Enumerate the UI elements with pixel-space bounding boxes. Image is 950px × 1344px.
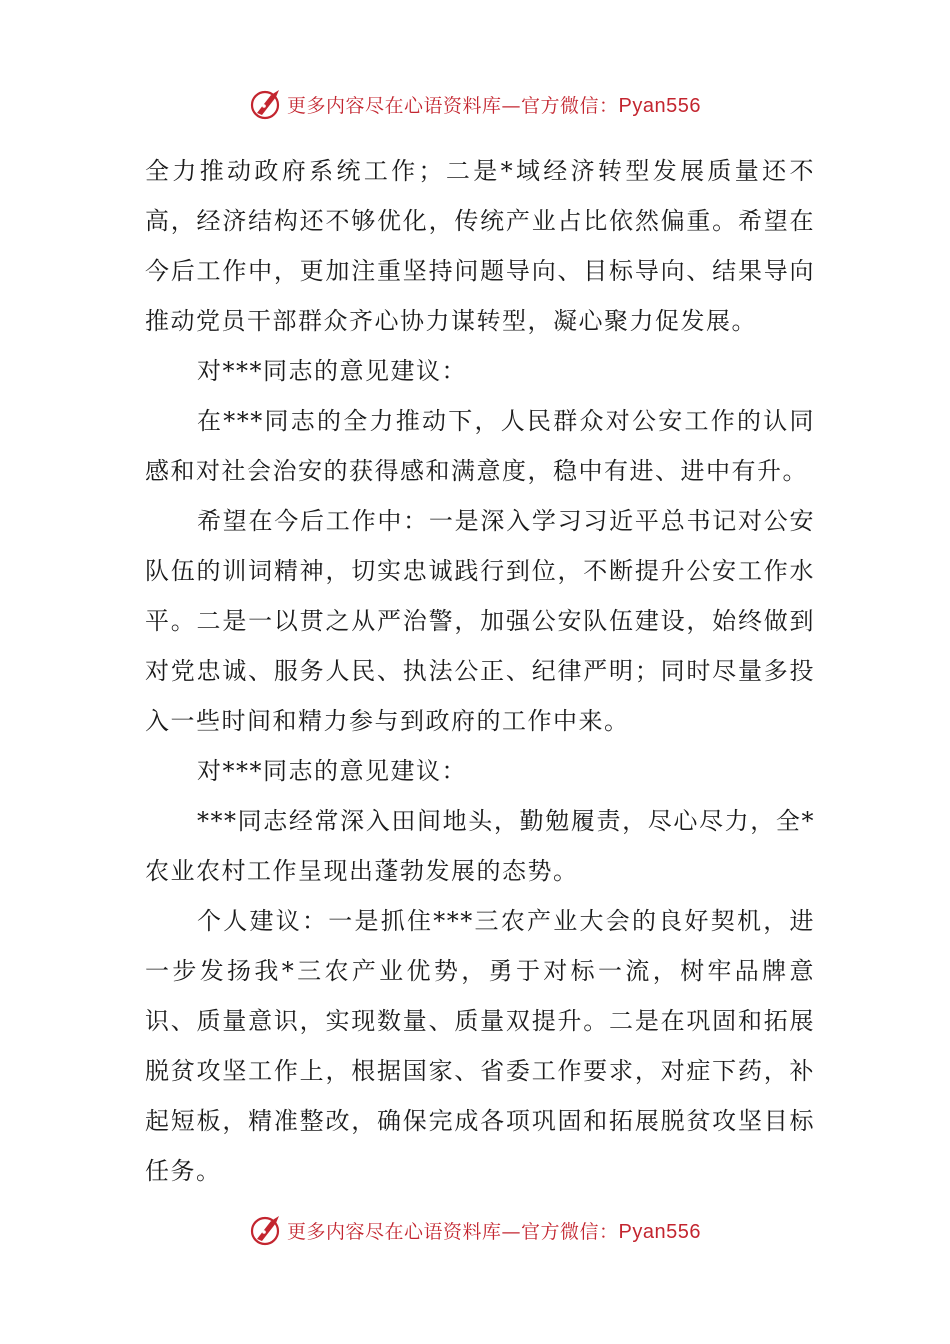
pen-nib-circle-logo-icon	[249, 1213, 283, 1247]
header-banner-text: 更多内容尽在心语资料库—官方微信：	[287, 94, 619, 117]
paragraph-1: 全力推动政府系统工作；二是*域经济转型发展质量还不高，经济结构还不够优化，传统产业占比依然偏重。希望在今后工作中，更加注重坚持问题导向、目标导向、结果导向推动党员干部群众齐心协力谋转型，凝心聚力促发展。	[145, 157, 815, 335]
paragraph-6: ***同志经常深入田间地头，勤勉履责，尽心尽力，全*农业农村工作呈现出蓬勃发展的态势。	[145, 807, 815, 885]
footer-banner-account: Pyan556	[618, 1220, 701, 1243]
header-banner	[0, 84, 950, 124]
footer-banner-text: 更多内容尽在心语资料库—官方微信：	[287, 1220, 619, 1243]
header-banner-account: Pyan556	[618, 94, 701, 117]
paragraph-5-heading: 对***同志的意见建议：	[197, 757, 467, 785]
paragraph-7: 个人建议：一是抓住***三农产业大会的良好契机，进一步发扬我*三农产业优势，勇于对标一流，树牢品牌意识、质量意识，实现数量、质量双提升。二是在巩固和拓展脱贫攻坚工作上，根据国家、省委工作要求，对症下药，补起短板，精准整改，确保完成各项巩固和拓展脱贫攻坚目标任务。	[145, 907, 815, 1185]
pen-nib-circle-logo-icon	[249, 87, 283, 121]
paragraph-4: 希望在今后工作中：一是深入学习习近平总书记对公安队伍的训词精神，切实忠诚践行到位，不断提升公安工作水平。二是一以贯之从严治警，加强公安队伍建设，始终做到对党忠诚、服务人民、执法公正、纪律严明；同时尽量多投入一些时间和精力参与到政府的工作中来。	[145, 507, 815, 735]
footer-banner	[0, 1210, 950, 1250]
document-body	[145, 146, 815, 1196]
paragraph-3: 在***同志的全力推动下，人民群众对公安工作的认同感和对社会治安的获得感和满意度，稳中有进、进中有升。	[145, 407, 815, 485]
paragraph-2-heading: 对***同志的意见建议：	[197, 357, 467, 385]
